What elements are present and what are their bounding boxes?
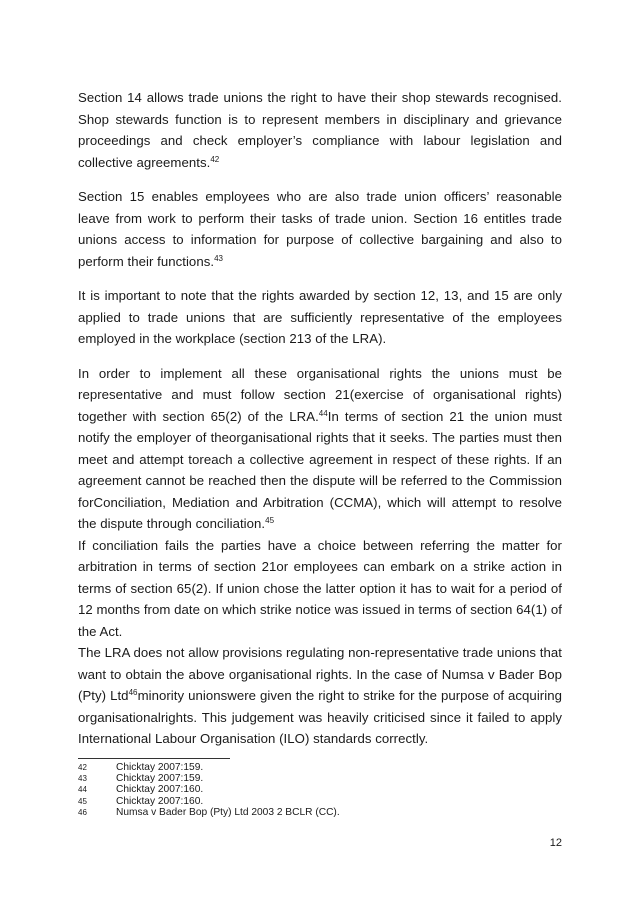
footnote-item — [78, 807, 562, 818]
footnote-item — [78, 762, 562, 773]
footnote-number: 43 — [78, 774, 87, 784]
paragraph-text: The LRA does not allow provisions regulating non-representative trade unions that want to obtain the above organisational rights. In the case of Numsa v Bader Bop (Pty) Ltd — [78, 645, 562, 703]
footnote-reference[interactable]: 42 — [210, 154, 220, 164]
body-text — [78, 87, 562, 750]
page-number: 12 — [549, 837, 562, 849]
footnote-item — [78, 796, 562, 807]
footnote-number: 46 — [78, 807, 87, 817]
footnote-item — [78, 784, 562, 795]
footnote-text: Chicktay 2007:159. — [116, 762, 204, 773]
footnote-number: 45 — [78, 796, 87, 806]
paragraph — [78, 87, 562, 173]
footnote-reference[interactable]: 46 — [128, 688, 138, 697]
footnote-reference[interactable]: 43 — [214, 253, 224, 263]
paragraph — [78, 535, 562, 643]
footnote-item — [78, 773, 562, 784]
footnote-reference[interactable]: 44 — [318, 408, 328, 418]
footnote-number: 42 — [78, 763, 87, 772]
paragraph — [78, 363, 562, 535]
paragraph-text: It is important to note that the rights awarded by section 12, 13, and 15 are only applied to trade unions that are sufficiently representative of the employees employed in the workplace (section 213 of the LRA). — [78, 288, 562, 346]
footnotes — [78, 762, 562, 818]
paragraph — [78, 186, 562, 272]
footnote-text: Chicktay 2007:159. — [116, 773, 204, 785]
paragraph-text: Section 15 enables employees who are also trade union officers’ reasonable leave from work to perform their tasks of trade union. Section 16 entitles trade unions access to information for purpose of collective bargaining and also to perform their functions. — [78, 189, 562, 269]
footnote-separator — [78, 758, 230, 759]
paragraph-text: In order to implement all these organisational rights the unions must be representative and must follow section 21(exercise of organisational rights) together with section 65(2) of the LRA. — [78, 365, 562, 424]
paragraph-text: If conciliation fails the parties have a choice between referring the matter for arbitration in terms of section 21or employees can embark on a strike action in terms of section 65(2). If union chose the latter option it has to wait for a period of 12 months from date on which strike notice was issued in terms of section 64(1) of the Act. — [78, 537, 562, 639]
footnote-text: Numsa v Bader Bop (Pty) Ltd 2003 2 BCLR (CC). — [116, 806, 340, 818]
footnote-text: Chicktay 2007:160. — [116, 795, 204, 807]
paragraph-text: Section 14 allows trade unions the right to have their shop stewards recognised. Shop stewards function is to represent members in disciplinary and grievance proceedings and check employer’s compliance with labour legislation and collective agreements. — [78, 90, 562, 170]
paragraph — [78, 642, 562, 750]
footnote-text: Chicktay 2007:160. — [116, 784, 204, 796]
footnote-number: 44 — [78, 785, 87, 795]
footnote-reference[interactable]: 45 — [265, 516, 275, 525]
paragraph-text: In terms of section 21 the union must notify the employer of theorganisational rights that it seeks. The parties must then meet and attempt toreach a collective agreement in respect of these rights. If an agreement cannot be reached then the dispute will be referred to the Commission forConciliation, Mediation and Arbitration (CCMA), which will attempt to resolve the dispute through conciliation. — [78, 408, 562, 531]
paragraph — [78, 285, 562, 350]
paragraph-text: minority unionswere given the right to strike for the purpose of acquiring organisationalrights. This judgement was heavily criticised since it failed to apply International Labour Organisation (ILO) standards correctly. — [78, 688, 562, 746]
